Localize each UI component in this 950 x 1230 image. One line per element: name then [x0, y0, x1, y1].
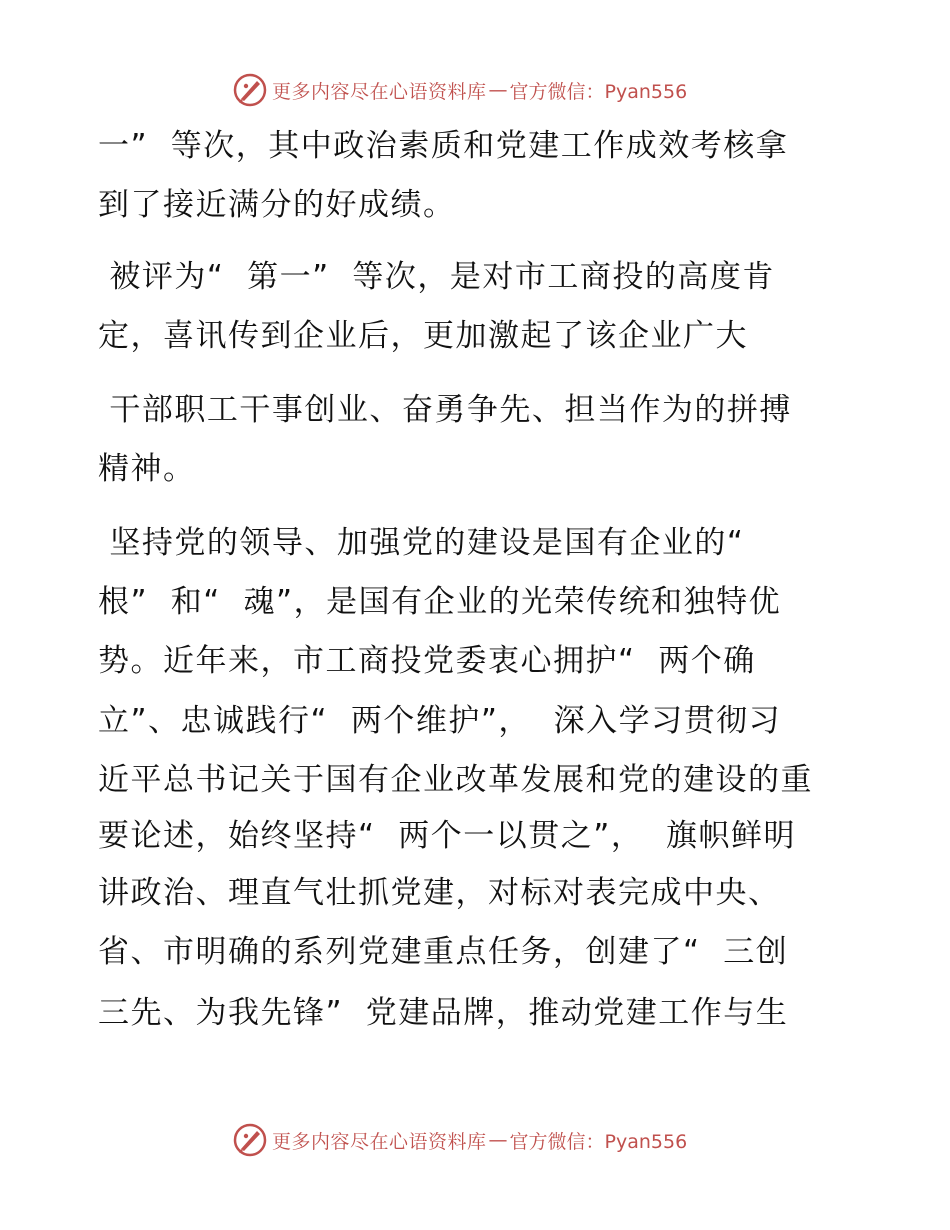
body-line: 定，喜讯传到企业后，更加激起了该企业广大 — [98, 318, 748, 354]
quill-pen-logo-icon — [232, 1122, 268, 1158]
watermark-brand-text: 更多内容尽在心语资料库 — [272, 80, 487, 103]
body-line: 精神。 — [98, 451, 196, 487]
body-line: 立”、忠诚践行“ 两个维护”， 深入学习贯彻习 — [98, 703, 782, 739]
body-line: 一” 等次，其中政治素质和党建工作成效考核拿 — [98, 128, 789, 164]
body-line: 干部职工干事创业、奋勇争先、担当作为的拼搏 — [98, 392, 792, 428]
body-line: 要论述，始终坚持“ 两个一以贯之”， 旗帜鲜明 — [98, 818, 797, 854]
body-line: 省、市明确的系列党建重点任务，创建了“ 三创 — [98, 934, 789, 970]
watermark-dash: — — [488, 1129, 508, 1151]
body-line: 讲政治、理直气壮抓党建，对标对表完成中央、 — [98, 875, 781, 911]
body-line: 势。近年来，市工商投党委衷心拥护“ 两个确 — [98, 643, 756, 679]
body-line: 三先、为我先锋” 党建品牌，推动党建工作与生 — [98, 995, 789, 1031]
header-watermark — [0, 70, 950, 110]
body-line: 被评为“ 第一” 等次，是对市工商投的高度肯 — [98, 259, 775, 295]
watermark-contact-text: 官方微信：Pyan556 — [509, 80, 688, 103]
watermark-contact-text: 官方微信：Pyan556 — [509, 1130, 688, 1153]
body-line: 根” 和“ 魂”，是国有企业的光荣传统和独特优 — [98, 584, 782, 620]
body-line: 到了接近满分的好成绩。 — [98, 187, 456, 223]
footer-watermark — [0, 1120, 950, 1160]
watermark-brand-text: 更多内容尽在心语资料库 — [272, 1130, 487, 1153]
body-line: 坚持党的领导、加强党的建设是国有企业的“ — [98, 525, 745, 561]
quill-pen-logo-icon — [232, 72, 268, 108]
watermark-dash: — — [488, 79, 508, 101]
body-line: 近平总书记关于国有企业改革发展和党的建设的重 — [98, 762, 813, 798]
